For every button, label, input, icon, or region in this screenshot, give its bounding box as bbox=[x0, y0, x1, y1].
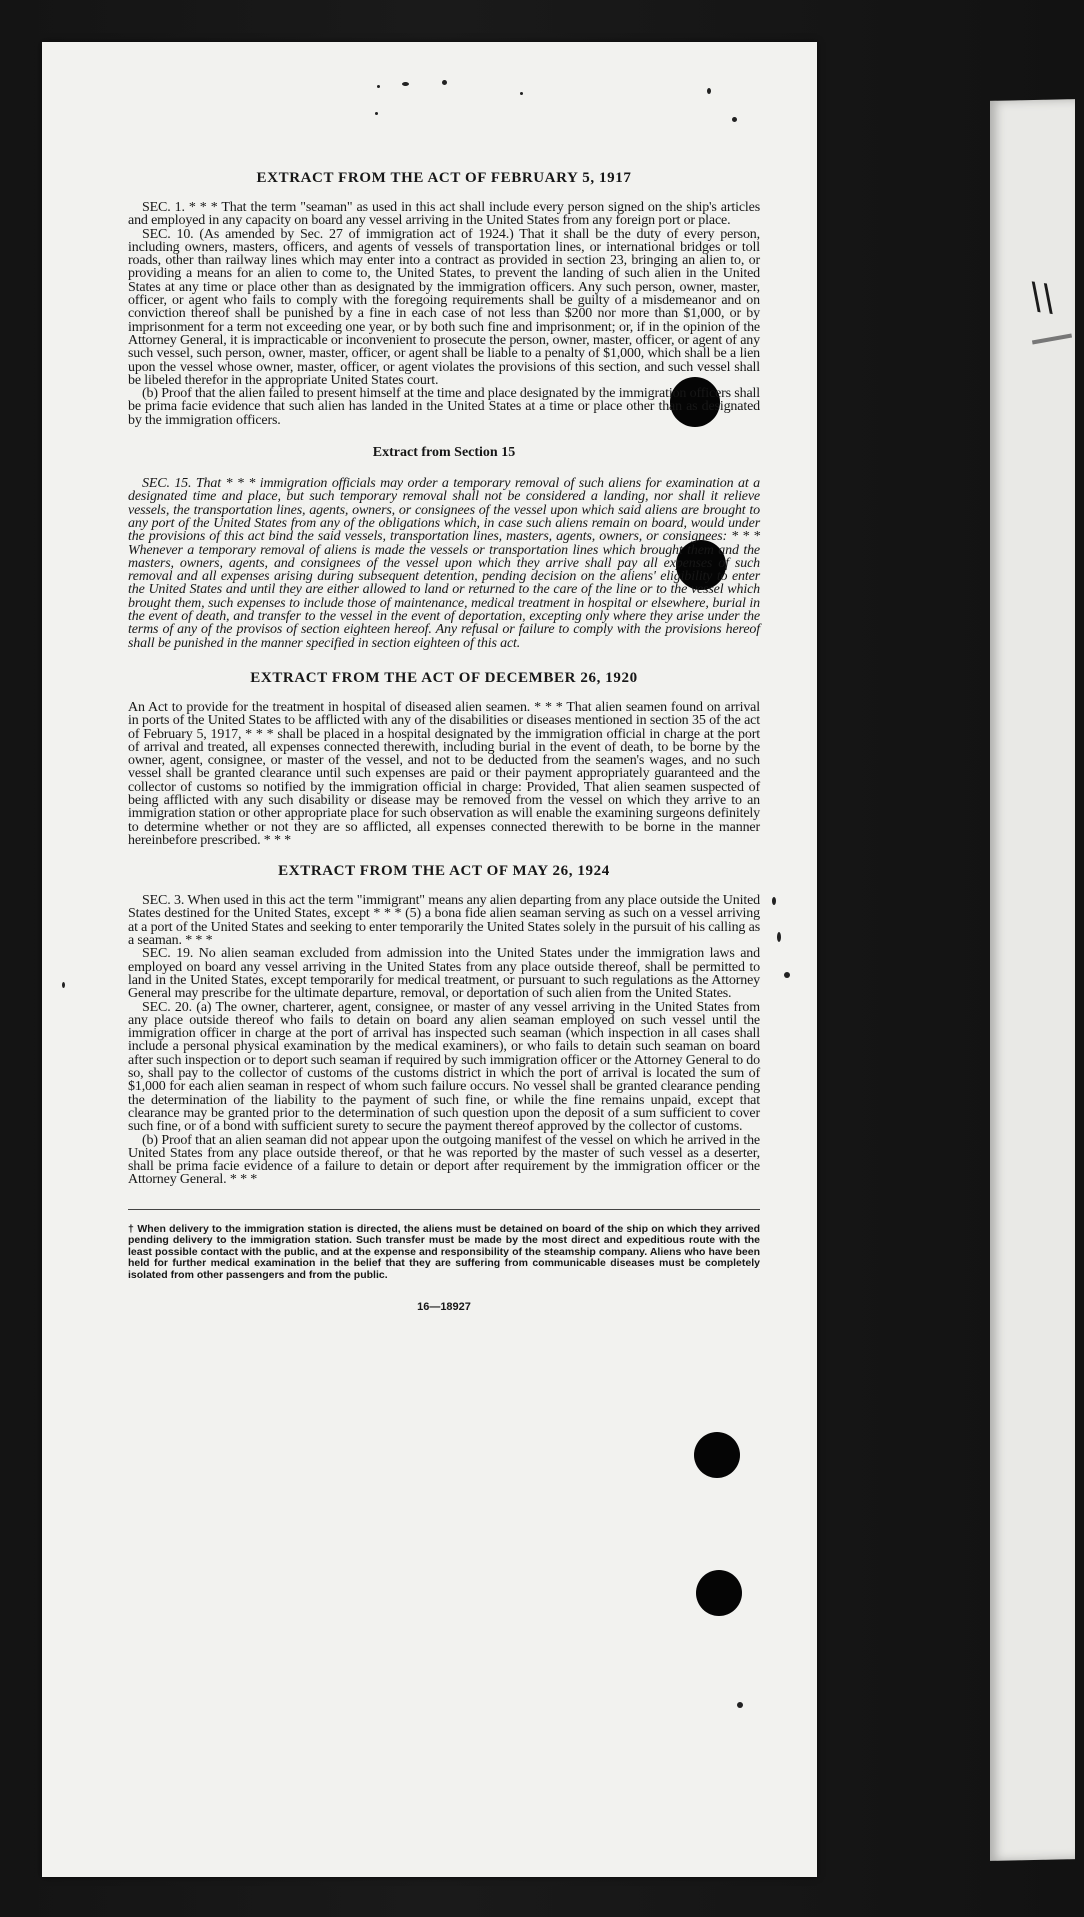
adjacent-page-mark: \\ bbox=[1026, 271, 1058, 324]
paragraph-sec-3: SEC. 3. When used in this act the term "immigrant" means any alien departing from any place outside the United States destined for the United States, except * * * (5) a bona fide alien seaman serving as such on a vessel arriving at a port of the United States and seeking to enter temporarily the United States solely in the pursuit of his calling as a seaman. * * * bbox=[128, 893, 760, 949]
punch-hole bbox=[694, 1432, 740, 1478]
paragraph-sec-20-a: SEC. 20. (a) The owner, charterer, agent, consignee, or master of any vessel arriving in the United States from any place outside thereof who fails to detain on board any alien seaman employed on such vessel until the immigration officer in charge at the port of arrival has inspected such seaman (which inspection in all cases shall include a personal physical examination by the medical examiners), or who fails to detain such seaman on board after such inspection or to deport such seaman if required by such immigration officer or the Attorney General to do so, shall pay to the collector of customs of the customs district in which the port of arrival is located the sum of $1,000 for each alien seaman in respect of whom such failure occurs. No vessel shall be granted clearance pending the determination of the liability to the payment of such fine, or while the fine remains unpaid, except that clearance may be granted prior to the determination of such question upon the deposit of a sum sufficient to cover such fine, or of a bond with sufficient surety to secure the payment thereof approved by the collector of customs. bbox=[128, 999, 760, 1135]
section-heading-may-1924: EXTRACT FROM THE ACT OF MAY 26, 1924 bbox=[278, 863, 610, 880]
paragraph-dec-1920: An Act to provide for the treatment in hospital of diseased alien seamen. * * * That alien seamen found on arrival in ports of the United States to be afflicted with any of the disabilities or diseases mentioned in section 35 of the act of February 5, 1917, * * * shall be placed in a hospital designated by the immigration official in charge at the port of arrival and treated, all expenses connected therewith, including burial in the event of death, to be borne by the owner, agent, consignee, or master of the vessel, and not to be deducted from the seamen's wages, and no such vessel shall be granted clearance until such expenses are paid or their payment appropriately guaranteed and the collector of customs so notified by the immigration official in charge: Provided, That alien seamen suspected of being afflicted with any such disability or disease may be removed from the vessel on which they arrive to an immigration station or other appropriate place for such observation as will enable the examining surgeons definitely to determine whether or not they are so afflicted, all expenses connected therewith to be borne in the manner hereinbefore prescribed. * * * bbox=[128, 699, 760, 848]
scan-speck bbox=[737, 1702, 743, 1708]
section-heading-sec-15: Extract from Section 15 bbox=[372, 445, 516, 461]
footnote: † When delivery to the immigration station is directed, the aliens must be detained on board of the ship on which they arrived pending delivery to the immigration station. Such transfer must be made by the most direct and expeditious route with the least possible contact with the public, and at the expense and responsibility of the steamship company. Aliens who have been held for further medical examination in the belief that they are suffering from communicable diseases must be completely isolated from other passengers and from the public. bbox=[128, 1222, 760, 1281]
scan-speck bbox=[732, 117, 737, 122]
paragraph-sec-15: SEC. 15. That * * * immigration officials may order a temporary removal of such aliens for examination at a designated time and place, but such temporary removal shall not be considered a landing, nor shall it relieve vessels, the transportation lines, agents, owners, or consignees of the vessel upon which said aliens are brought to any port of the United States from any of the obligations which, in case such aliens remain on board, would under the provisions of this act bind the said vessels, transportation lines, masters, agents, owners, or consignees: * * * Whenever a temporary removal of aliens is made the vessels or transportation lines which brought them and the masters, owners, agents, and consignees of the vessel upon which they arrive shall pay all expenses of such removal and all expenses arising during subsequent detention, pending decision on the aliens' eligibility to enter the United States and until they are either allowed to land or returned to the care of the line or to the vessel which brought them, such expenses to include those of maintenance, medical treatment in hospital or elsewhere, burial in the event of death, and transfer to the vessel in the event of deportation, excepting only where they arise under the terms of any of the provisos of section eighteen hereof. Any refusal or failure to comply with the provisions hereof shall be punished in the manner specified in section eighteen of this act. bbox=[128, 476, 760, 651]
adjacent-page-edge bbox=[990, 99, 1075, 1861]
punch-hole bbox=[696, 1570, 742, 1616]
scan-speck bbox=[777, 932, 781, 942]
scan-speck bbox=[772, 897, 776, 905]
document-body bbox=[128, 170, 760, 1313]
section-heading-feb-1917: EXTRACT FROM THE ACT OF FEBRUARY 5, 1917 bbox=[256, 170, 632, 186]
footnote-divider bbox=[128, 1209, 760, 1210]
scan-speck bbox=[784, 972, 790, 978]
scan-speck bbox=[377, 85, 380, 88]
scan-speck bbox=[375, 112, 378, 115]
scan-speck bbox=[520, 92, 523, 95]
paragraph-sec-10: SEC. 10. (As amended by Sec. 27 of immigration act of 1924.) That it shall be the duty of every person, including owners, masters, officers, and agents of vessels of transportation lines, or international bridges or toll roads, other than railway lines which may enter into a contract as provided in section 23, bringing an alien to, or providing a means for an alien to come to, the United States, to prevent the landing of such alien in the United States at any time or place other than as designated by the immigration officers. Any such person, owner, master, officer, or agent who fails to comply with the foregoing requirements shall be guilty of a misdemeanor and on conviction thereof shall be punished by a fine in each case of not less than $200 nor more than $1,000, or by imprisonment for a term not exceeding one year, or by both such fine and imprisonment; or, if in the opinion of the Attorney General, it is impracticable or inconvenient to prosecute the person, owner, master, officer, or agent of any such vessel, such person, owner, master, officer, or agent shall be liable to a penalty of $1,000, which shall be a lien upon the vessel whose owner, master, officer, or agent violates the provisions of this section, and such vessel shall be libeled therefor in the appropriate United States court. bbox=[128, 226, 760, 388]
section-heading-dec-1920: EXTRACT FROM THE ACT OF DECEMBER 26, 1920 bbox=[250, 669, 638, 686]
scan-speck bbox=[62, 982, 65, 988]
scan-speck bbox=[402, 82, 409, 86]
scan-speck bbox=[442, 80, 447, 85]
scan-speck bbox=[707, 88, 711, 94]
paragraph-sec-1: SEC. 1. * * * That the term "seaman" as used in this act shall include every person signed on the ship's articles and employed in any capacity on board any vessel arriving in the United States from any foreign port or place. bbox=[128, 200, 760, 229]
page-number: 16—18927 bbox=[417, 1301, 471, 1314]
paragraph-sec-19: SEC. 19. No alien seaman excluded from admission into the United States under the immigration laws and employed on board any vessel arriving in the United States from any place outside thereof, shall be permitted to land in the United States, except temporarily for medical treatment, or pursuant to such regulations as the Attorney General may prescribe for the ultimate departure, removal, or deportation of such alien from the United States. bbox=[128, 946, 760, 1002]
paragraph-sec-20-b: (b) Proof that an alien seaman did not appear upon the outgoing manifest of the vessel on which he arrived in the United States from any place outside thereof, or that he was reported by the master of such vessel as a deserter, shall be prima facie evidence of a failure to detain or deport after requirement by the immigration officer or the Attorney General. * * * bbox=[128, 1132, 760, 1188]
paragraph-sec-10-b: (b) Proof that the alien failed to present himself at the time and place designated by the immigration officers shall be prima facie evidence that such alien has landed in the United States at a time or place other than as designated by the immigration officers. bbox=[128, 386, 760, 428]
document-page bbox=[42, 42, 817, 1877]
